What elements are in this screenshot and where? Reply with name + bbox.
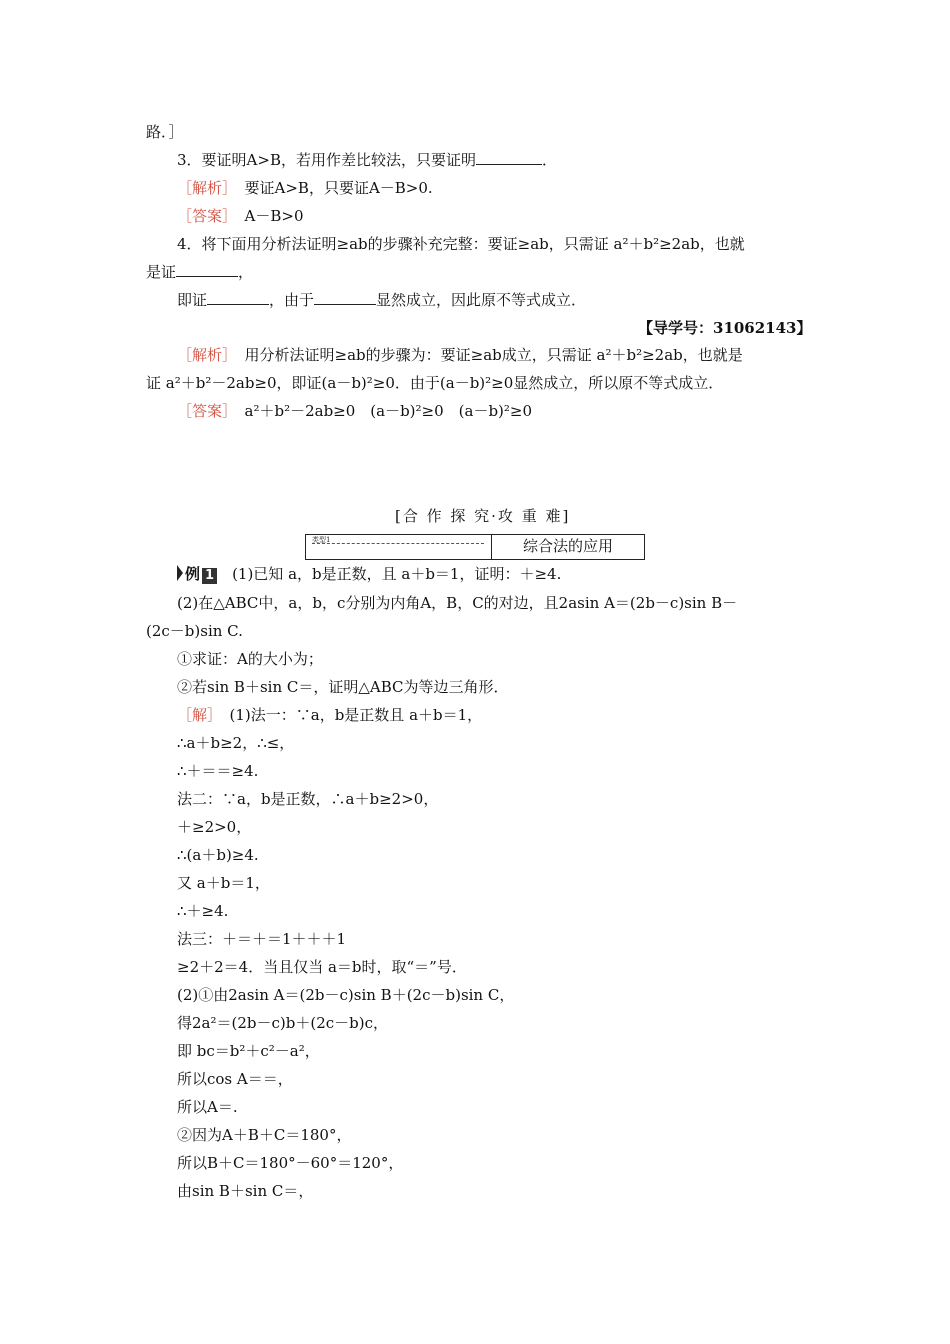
solution-tag: ［解］ <box>177 706 215 724</box>
answer-tag: ［答案］ <box>177 402 230 420</box>
text-segment: 是证 <box>146 263 177 281</box>
question-4-cont <box>146 262 253 282</box>
analysis-tag: ［解析］ <box>177 346 230 364</box>
answer-blank <box>176 262 238 277</box>
text-line: 又 a＋b＝1， <box>177 874 270 892</box>
answer-text: A－B>0 <box>229 207 304 225</box>
text-line: ∴＋＝＝≥4. <box>177 762 259 780</box>
text-segment: 显然成立，因此原不等式成立． <box>376 291 587 309</box>
text-line: (2c－b)sin C. <box>146 622 243 640</box>
text-line: (2)在△ABC中，a，b，c分别为内角A，B，C的对边，且2asin A＝(2b－c)sin B－ <box>177 594 738 612</box>
text-segment: ，由于 <box>269 291 315 309</box>
dashed-line <box>312 543 484 544</box>
text-line: ≥2＋2＝4．当且仅当 a＝b时，取“＝”号． <box>177 958 467 976</box>
type-header-box <box>305 534 645 560</box>
answer-blank <box>314 290 376 305</box>
type-label-cell <box>306 535 492 559</box>
question-3-text: 3．要证明A>B，若用作差比较法，只要证明 <box>177 151 476 169</box>
text-line: 即 bc＝b²＋c²－a²， <box>177 1042 320 1060</box>
question-4: 4．将下面用分析法证明≥ab的步骤补充完整：要证≥ab，只需证 a²＋b²≥2ab，也就 <box>177 235 745 253</box>
text-line: ＋≥2>0， <box>177 818 252 836</box>
example-text: (1)已知 a，b是正数，且 a＋b＝1，证明：＋≥4. <box>217 565 562 583</box>
text-line: ∴＋≥4. <box>177 902 229 920</box>
analysis-line <box>177 345 743 365</box>
text-segment: ， <box>238 263 254 281</box>
analysis-tag: ［解析］ <box>177 179 230 197</box>
analysis-text: 用分析法证明≥ab的步骤为：要证≥ab成立，只需证 a²＋b²≥2ab，也就是 <box>229 346 743 364</box>
text-line: ②若sin B＋sin C＝，证明△ABC为等边三角形． <box>177 678 509 696</box>
example-badge <box>177 564 217 584</box>
type-title: 综合法的应用 <box>522 537 613 555</box>
text-line: 所以B＋C＝180°－60°＝120°， <box>177 1154 404 1172</box>
text-line: ∴a＋b≥2，∴≤， <box>177 734 295 752</box>
analysis-cont: 证 a²＋b²－2ab≥0，即证(a－b)²≥0．由于(a－b)²≥0显然成立，所以原不等式成立． <box>146 374 724 392</box>
example-number: 1 <box>202 568 217 584</box>
question-3-end: ． <box>541 151 557 169</box>
text-line: ∴(a＋b)≥4. <box>177 846 259 864</box>
answer-blank <box>207 290 269 305</box>
text-line: 法三：＋＝＋＝1＋＋＋1 <box>177 930 347 948</box>
answer-text: a²＋b²－2ab≥0 (a－b)²≥0 (a－b)²≥0 <box>229 402 533 420</box>
question-3 <box>177 150 557 170</box>
analysis-line <box>177 178 433 198</box>
text-line: 得2a²＝(2b－c)b＋(2c－b)c， <box>177 1014 389 1032</box>
text-segment: 即证 <box>177 291 208 309</box>
text-line: 由sin B＋sin C＝， <box>177 1182 314 1200</box>
answer-tag: ［答案］ <box>177 207 230 225</box>
answer-line <box>177 401 532 421</box>
text-line: (2)①由2asin A＝(2b－c)sin B＋(2c－b)sin C， <box>177 986 515 1004</box>
solution-line <box>177 705 482 725</box>
solution-text: (1)法一：∵a，b是正数且 a＋b＝1， <box>214 706 483 724</box>
text-line: 法二：∵a，b是正数，∴a＋b≥2>0， <box>177 790 439 808</box>
text-line: ①求证：A的大小为； <box>177 650 323 668</box>
question-4-cont <box>177 290 586 310</box>
analysis-text: 要证A>B，只要证A－B>0. <box>229 179 433 197</box>
text-line: ②因为A＋B＋C＝180°， <box>177 1126 352 1144</box>
guide-number: 【导学号：31062143】 <box>638 319 812 337</box>
answer-blank <box>476 150 542 165</box>
triangle-icon <box>177 565 183 581</box>
example-1 <box>177 564 561 584</box>
example-word: 例 <box>185 565 201 583</box>
answer-line <box>177 206 303 226</box>
text-line: 所以cos A＝＝， <box>177 1070 293 1088</box>
text-line: 所以A＝. <box>177 1098 238 1116</box>
section-title: [合 作 探 究·攻 重 难] <box>395 507 571 525</box>
type-label: 类型1 <box>312 536 331 544</box>
text-line: 路．］ <box>146 123 184 141</box>
